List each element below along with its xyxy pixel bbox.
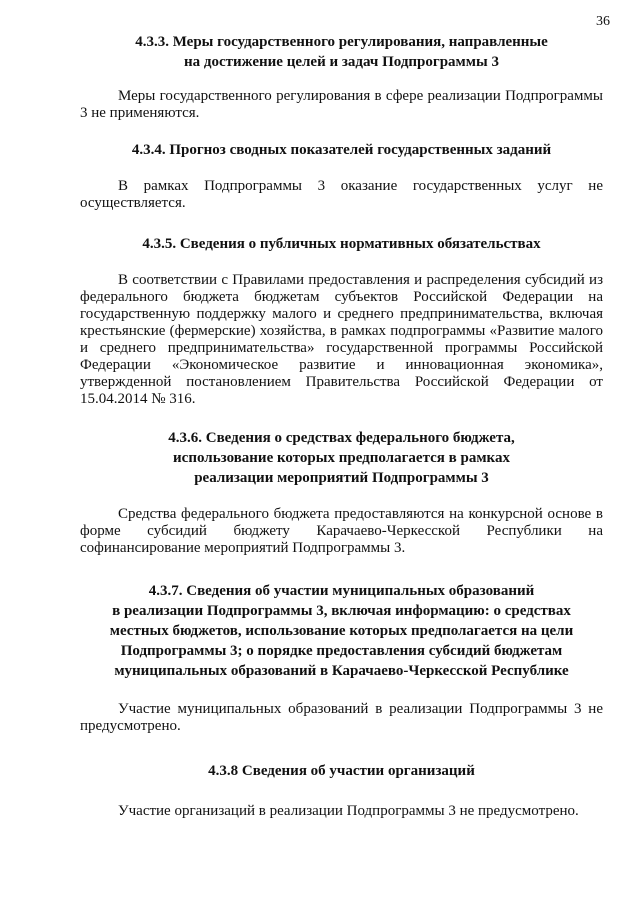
document-body xyxy=(80,32,603,820)
section-paragraph: В рамках Подпрограммы 3 оказание государственных услуг не осуществляется. xyxy=(80,178,603,211)
section-heading xyxy=(80,32,603,72)
section-paragraph: Участие муниципальных образований в реализации Подпрограммы 3 не предусмотрено. xyxy=(80,701,603,734)
section-heading xyxy=(80,140,603,160)
section-heading xyxy=(80,428,603,488)
heading-line: 4.3.7. Сведения об участии муниципальных образований xyxy=(148,583,535,599)
section-paragraph: Меры государственного регулирования в сфере реализации Подпрограммы 3 не применяются. xyxy=(80,88,603,121)
heading-line: 4.3.6. Сведения о средствах федерального бюджета, xyxy=(168,430,515,446)
heading-line: Подпрограммы 3; о порядке предоставления субсидий бюджетам xyxy=(120,643,563,659)
heading-line: 4.3.8 Сведения об участии организаций xyxy=(208,763,475,779)
page-number: 36 xyxy=(596,14,610,29)
heading-line: реализации мероприятий Подпрограммы 3 xyxy=(194,470,489,486)
section-4-3-5 xyxy=(80,234,603,408)
heading-line: использование которых предполагается в рамках xyxy=(173,450,510,466)
heading-line: 4.3.4. Прогноз сводных показателей государственных заданий xyxy=(131,142,552,158)
heading-line: муниципальных образований в Карачаево-Черкесской Республике xyxy=(114,663,569,679)
section-paragraph: Средства федерального бюджета предоставляются на конкурсной основе в форме субсидий бюджету Карачаево-Черкесской Республики на софинансирование мероприятий Подпрограммы 3. xyxy=(80,506,603,556)
heading-line: 4.3.3. Меры государственного регулирования, направленные xyxy=(135,34,548,50)
heading-line: местных бюджетов, использование которых предполагается на цели xyxy=(109,623,574,639)
section-heading xyxy=(80,581,603,681)
section-4-3-4 xyxy=(80,140,603,212)
section-4-3-6 xyxy=(80,428,603,557)
section-heading xyxy=(80,234,603,254)
section-heading xyxy=(80,761,603,781)
section-4-3-8 xyxy=(80,761,603,820)
section-4-3-3 xyxy=(80,32,603,122)
heading-line: 4.3.5. Сведения о публичных нормативных обязательствах xyxy=(142,236,541,252)
heading-line: на достижение целей и задач Подпрограммы 3 xyxy=(184,54,499,70)
section-4-3-7 xyxy=(80,581,603,735)
section-paragraph: В соответствии с Правилами предоставления и распределения субсидий из федерального бюджета бюджетам субъектов Российской Федерации на государственную поддержку малого и среднего предпринимательства, включая крестьянские (фермерские) хозяйства, в рамках подпрограммы «Развитие малого и среднего предпринимательства» государственной программы Российской Федерации «Экономическое развитие и инновационная экономика», утвержденной постановлением Правительства Российской Федерации от 15.04.2014 № 316. xyxy=(80,272,603,407)
heading-line: в реализации Подпрограммы 3, включая информацию: о средствах xyxy=(112,603,571,619)
section-paragraph: Участие организаций в реализации Подпрограммы 3 не предусмотрено. xyxy=(118,803,579,819)
